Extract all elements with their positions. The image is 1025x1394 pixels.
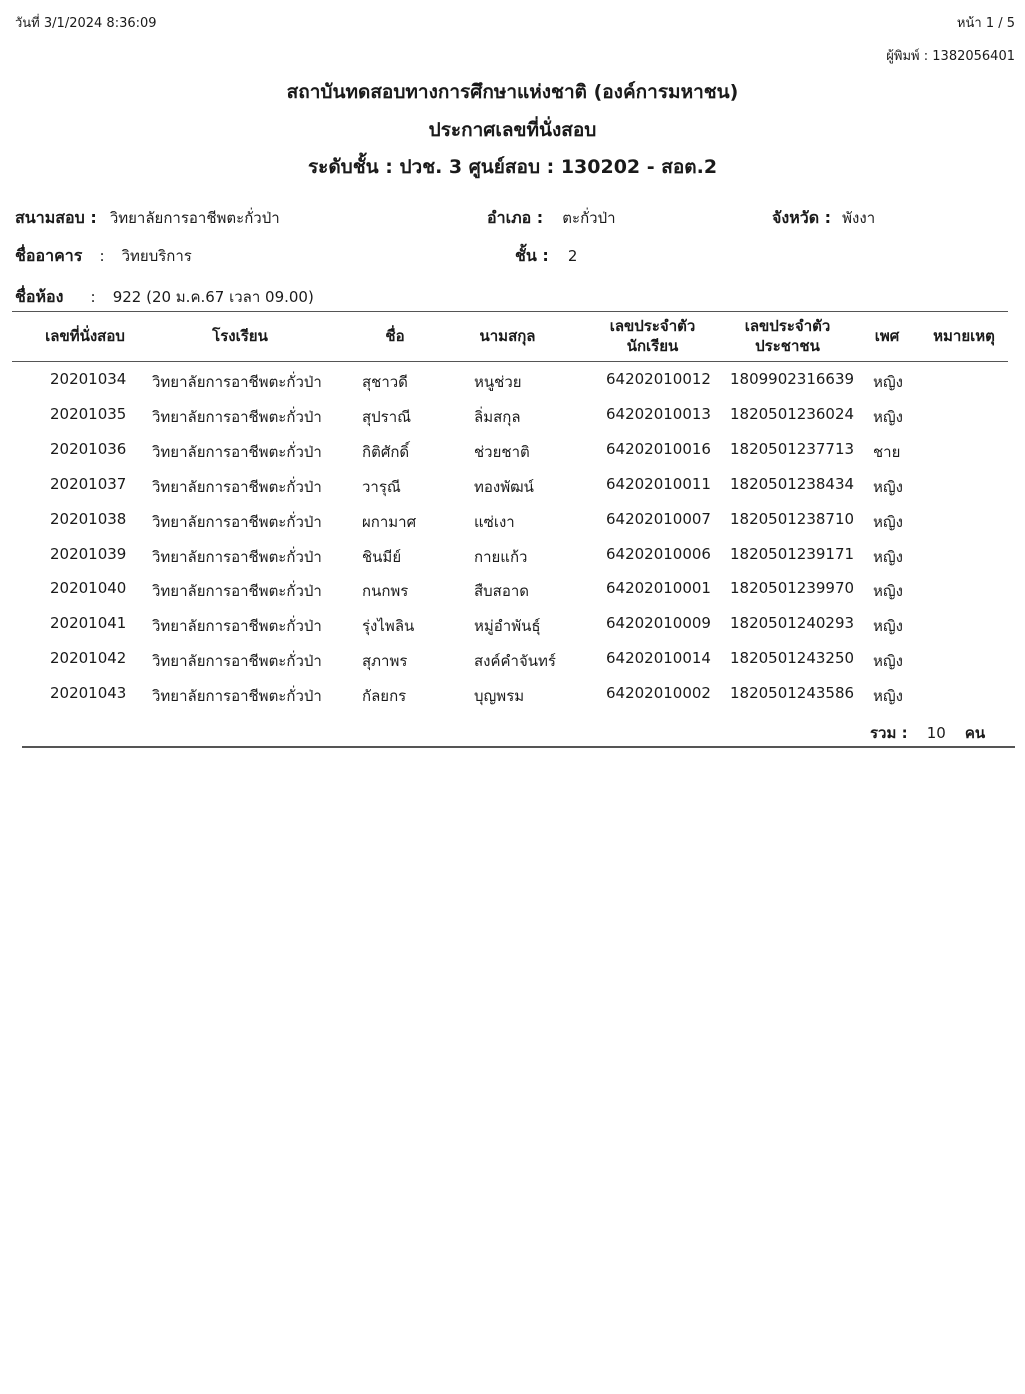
student-id-cell: 64202010014 [606, 649, 711, 667]
col-header-student-id-line1: เลขประจำตัว [609, 317, 696, 335]
last-name-cell: ช่วยชาติ [474, 443, 530, 461]
first-name-cell: วารุณี [362, 478, 401, 496]
student-id-cell: 64202010011 [606, 475, 711, 493]
school-cell: วิทยาลัยการอาชีพตะกั่วป่า [152, 373, 322, 391]
first-name-cell: สุภาพร [362, 652, 408, 670]
citizen-id-cell: 1809902316639 [730, 370, 855, 388]
building-label: ชื่ออาคาร [15, 246, 83, 265]
table-top-rule [12, 311, 1008, 312]
last-name-cell: หมู่อำพันธุ์ [474, 617, 541, 635]
page-title: ประกาศเลขที่นั่งสอบ [428, 119, 597, 141]
printer-id [886, 45, 1015, 66]
school-cell: วิทยาลัยการอาชีพตะกั่วป่า [152, 408, 322, 426]
first-name-cell: ชินมีย์ [362, 548, 402, 566]
seat-cell: 20201039 [50, 545, 127, 563]
col-header-first-name: ชื่อ [385, 327, 405, 345]
last-name-cell: ลิ่มสกุล [474, 408, 521, 426]
gender-cell: หญิง [873, 617, 903, 635]
citizen-id-cell: 1820501239970 [730, 579, 855, 597]
col-header-seat: เลขที่นั่งสอบ [45, 327, 125, 345]
district-label: อำเภอ : [487, 208, 544, 227]
first-name-cell: กิติศักดิ์ [362, 443, 410, 461]
printer-value: 1382056401 [932, 49, 1015, 64]
print-date-label: วันที่ [15, 16, 40, 31]
building-colon: : [99, 247, 105, 265]
col-header-note: หมายเหตุ [933, 327, 995, 345]
printer-label: ผู้พิมพ์ : [886, 49, 929, 64]
province-value: พังงา [842, 209, 876, 227]
venue-value: วิทยาลัยการอาชีพตะกั่วป่า [109, 209, 280, 227]
gender-cell: ชาย [873, 443, 901, 461]
school-cell: วิทยาลัยการอาชีพตะกั่วป่า [152, 548, 322, 566]
school-cell: วิทยาลัยการอาชีพตะกั่วป่า [152, 513, 322, 531]
total-value: 10 [926, 724, 946, 742]
floor-value: 2 [567, 247, 578, 265]
student-id-cell: 64202010001 [606, 579, 711, 597]
seat-cell: 20201037 [50, 475, 127, 493]
gender-cell: หญิง [873, 548, 903, 566]
seat-cell: 20201042 [50, 649, 127, 667]
province-label: จังหวัด : [772, 208, 832, 227]
seat-cell: 20201040 [50, 579, 127, 597]
gender-cell: หญิง [873, 408, 903, 426]
student-id-cell: 64202010009 [606, 614, 711, 632]
citizen-id-cell: 1820501238434 [730, 475, 855, 493]
gender-cell: หญิง [873, 582, 903, 600]
first-name-cell: กัลยกร [362, 687, 407, 705]
district-row [487, 206, 616, 231]
last-name-cell: ทองพัฒน์ [474, 478, 534, 496]
school-cell: วิทยาลัยการอาชีพตะกั่วป่า [152, 652, 322, 670]
school-cell: วิทยาลัยการอาชีพตะกั่วป่า [152, 687, 322, 705]
col-header-last-name: นามสกุล [479, 327, 536, 345]
gender-cell: หญิง [873, 373, 903, 391]
seat-cell: 20201041 [50, 614, 127, 632]
seat-cell: 20201036 [50, 440, 127, 458]
col-header-citizen-id-line1: เลขประจำตัว [744, 317, 831, 335]
building-row [15, 244, 192, 269]
print-date-value: 3/1/2024 8:36:09 [43, 16, 157, 31]
seat-cell: 20201035 [50, 405, 127, 423]
citizen-id-cell: 1820501240293 [730, 614, 855, 632]
venue-row [15, 206, 280, 231]
last-name-cell: สงค์คำจันทร์ [474, 652, 556, 670]
venue-label: สนามสอบ : [15, 208, 97, 227]
col-header-citizen-id-line2: ประชาชน [755, 337, 820, 355]
school-cell: วิทยาลัยการอาชีพตะกั่วป่า [152, 443, 322, 461]
citizen-id-cell: 1820501243250 [730, 649, 855, 667]
student-id-cell: 64202010012 [606, 370, 711, 388]
first-name-cell: สุชาวดี [362, 373, 408, 391]
gender-cell: หญิง [873, 652, 903, 670]
first-name-cell: รุ่งไพลิน [362, 617, 415, 635]
student-id-cell: 64202010006 [606, 545, 711, 563]
seat-cell: 20201034 [50, 370, 127, 388]
col-header-school: โรงเรียน [212, 327, 268, 345]
total-row [870, 721, 985, 745]
student-id-cell: 64202010016 [606, 440, 711, 458]
room-label: ชื่อห้อง [15, 287, 64, 306]
first-name-cell: สุปราณี [362, 408, 412, 426]
table-bottom-rule [22, 746, 1015, 748]
gender-cell: หญิง [873, 513, 903, 531]
student-id-cell: 64202010007 [606, 510, 711, 528]
room-colon: : [90, 288, 96, 306]
building-value: วิทยบริการ [121, 247, 192, 265]
room-row [15, 285, 314, 310]
col-header-student-id-line2: นักเรียน [626, 337, 679, 355]
floor-label: ชั้น : [515, 246, 549, 265]
room-value: 922 (20 ม.ค.67 เวลา 09.00) [112, 288, 314, 306]
citizen-id-cell: 1820501243586 [730, 684, 855, 702]
last-name-cell: หนูช่วย [474, 373, 522, 391]
total-label: รวม : [870, 724, 908, 742]
citizen-id-cell: 1820501237713 [730, 440, 855, 458]
first-name-cell: ผกามาศ [362, 513, 417, 531]
district-value: ตะกั่วป่า [562, 209, 616, 227]
seat-cell: 20201043 [50, 684, 127, 702]
first-name-cell: กนกพร [362, 582, 409, 600]
page-subtitle: ระดับชั้น : ปวช. 3 ศูนย์สอบ : 130202 - สอต.2 [307, 156, 718, 178]
student-id-cell: 64202010002 [606, 684, 711, 702]
print-date [15, 12, 157, 33]
col-header-gender: เพศ [874, 327, 900, 345]
col-header-citizen-id [720, 316, 855, 356]
floor-row [515, 244, 577, 269]
citizen-id-cell: 1820501238710 [730, 510, 855, 528]
citizen-id-cell: 1820501239171 [730, 545, 855, 563]
page-indicator [957, 12, 1015, 33]
school-cell: วิทยาลัยการอาชีพตะกั่วป่า [152, 478, 322, 496]
org-title: สถาบันทดสอบทางการศึกษาแห่งชาติ (องค์การมหาชน) [286, 81, 739, 103]
student-id-cell: 64202010013 [606, 405, 711, 423]
table-header-rule [12, 361, 1008, 362]
citizen-id-cell: 1820501236024 [730, 405, 855, 423]
page-value: 1 / 5 [985, 16, 1015, 31]
total-unit: คน [964, 724, 986, 742]
last-name-cell: สืบสอาด [474, 582, 530, 600]
seat-cell: 20201038 [50, 510, 127, 528]
gender-cell: หญิง [873, 478, 903, 496]
col-header-student-id [590, 316, 715, 356]
province-row [772, 206, 875, 231]
school-cell: วิทยาลัยการอาชีพตะกั่วป่า [152, 582, 322, 600]
school-cell: วิทยาลัยการอาชีพตะกั่วป่า [152, 617, 322, 635]
last-name-cell: บุญพรม [474, 687, 525, 705]
last-name-cell: แซ่เงา [474, 513, 515, 531]
last-name-cell: กายแก้ว [474, 548, 528, 566]
gender-cell: หญิง [873, 687, 903, 705]
page-label: หน้า [956, 16, 982, 31]
